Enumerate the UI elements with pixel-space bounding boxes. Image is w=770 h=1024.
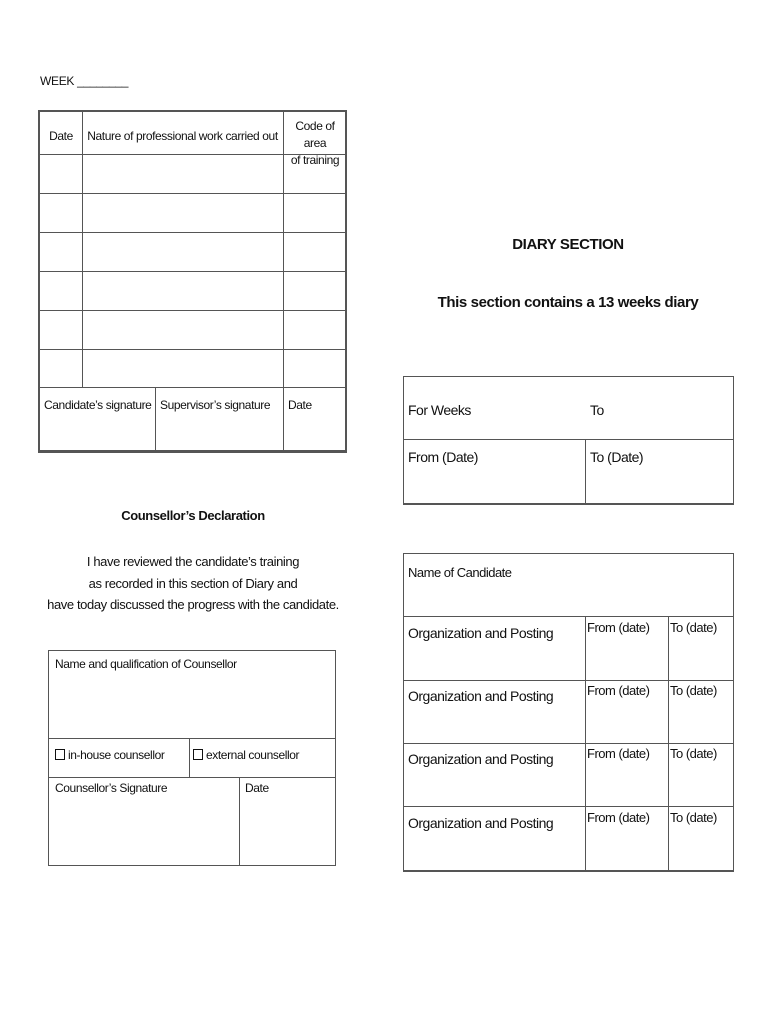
from-date-label: From (Date) xyxy=(408,449,478,465)
weeks-box xyxy=(403,376,734,505)
posting-to-label: To (date) xyxy=(670,746,717,761)
header-code-line1: Code of area xyxy=(295,119,335,150)
header-code-line2: of training xyxy=(290,153,340,167)
candidate-signature-label: Candidate’s signature xyxy=(44,398,152,412)
inhouse-checkbox[interactable] xyxy=(55,749,65,760)
posting-to-label: To (date) xyxy=(670,810,717,825)
posting-from-label: From (date) xyxy=(587,810,650,825)
counsellor-signature-label: Counsellor’s Signature xyxy=(55,781,168,795)
declaration-line: as recorded in this section of Diary and xyxy=(88,575,298,591)
declaration-line: have today discussed the progress with the candidate. xyxy=(47,597,339,612)
external-checkbox[interactable] xyxy=(193,749,203,760)
header-code-of-area xyxy=(283,118,347,169)
counsellor-box xyxy=(48,650,336,866)
inhouse-label: in-house counsellor xyxy=(68,748,165,762)
work-log-table xyxy=(38,110,347,453)
declaration-line: I have reviewed the candidate’s training xyxy=(86,554,300,569)
posting-org-label: Organization and Posting xyxy=(408,625,554,641)
counsellor-date-label: Date xyxy=(245,781,269,795)
inhouse-counsellor-option[interactable] xyxy=(55,748,164,762)
external-label: external counsellor xyxy=(206,748,300,762)
candidate-box xyxy=(403,553,734,872)
signature-date-label: Date xyxy=(288,398,312,412)
posting-org-label: Organization and Posting xyxy=(408,688,554,704)
posting-from-label: From (date) xyxy=(587,683,650,698)
declaration-body xyxy=(40,551,346,616)
posting-to-label: To (date) xyxy=(670,683,717,698)
weeks-to-label: To xyxy=(590,402,604,418)
to-date-label: To (Date) xyxy=(590,449,644,465)
diary-section-subtitle: This section contains a 13 weeks diary xyxy=(437,294,699,311)
posting-from-label: From (date) xyxy=(587,746,650,761)
header-nature-of-work: Nature of professional work carried out xyxy=(87,129,278,143)
diary-section-title: DIARY SECTION xyxy=(512,236,624,253)
posting-to-label: To (date) xyxy=(670,620,717,635)
posting-org-label: Organization and Posting xyxy=(408,815,554,831)
header-date: Date xyxy=(49,129,73,143)
supervisor-signature-label: Supervisor’s signature xyxy=(160,398,271,412)
for-weeks-label: For Weeks xyxy=(408,402,471,418)
candidate-name-label: Name of Candidate xyxy=(408,565,512,580)
counsellor-name-label: Name and qualification of Counsellor xyxy=(55,657,237,671)
posting-from-label: From (date) xyxy=(587,620,650,635)
external-counsellor-option[interactable] xyxy=(193,748,299,762)
declaration-title: Counsellor’s Declaration xyxy=(121,508,265,523)
week-label: WEEK ________ xyxy=(40,74,129,88)
posting-org-label: Organization and Posting xyxy=(408,751,554,767)
